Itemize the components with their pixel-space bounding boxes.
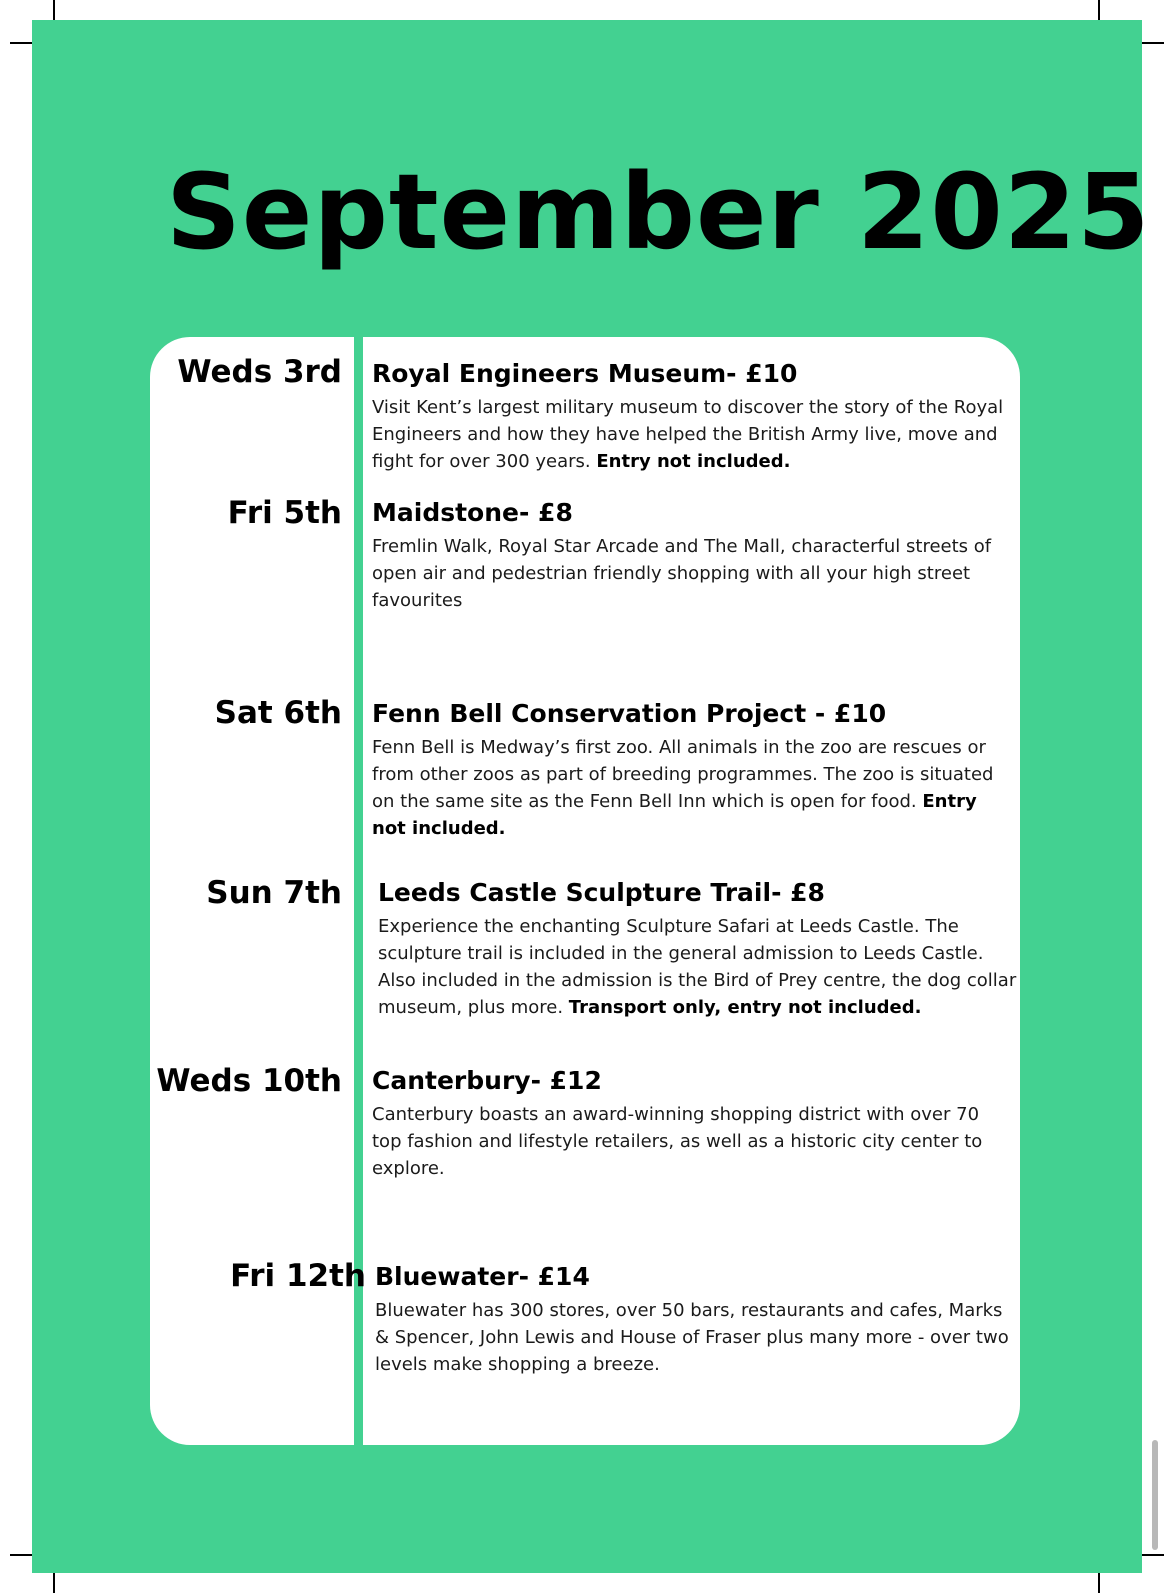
- event-day: Fri 5th: [227, 495, 342, 531]
- event-day: Sun 7th: [206, 875, 342, 911]
- event-description: [378, 913, 1018, 1021]
- crop-mark-left-top: [10, 42, 32, 44]
- event-description: [372, 734, 1012, 842]
- event-note: Entry not included.: [596, 451, 791, 472]
- event-title: Canterbury- £12: [372, 1066, 602, 1095]
- event-item: [372, 698, 1012, 842]
- event-note: Transport only, entry not included.: [568, 997, 922, 1018]
- crop-mark-left-bottom: [10, 1554, 32, 1556]
- poster: [32, 20, 1151, 1573]
- event-item: [378, 877, 1018, 1021]
- event-item: [372, 358, 1012, 475]
- crop-mark-right-bottom: [1142, 1554, 1164, 1556]
- page-title: September 2025: [166, 151, 1151, 273]
- crop-mark-top-left: [53, 0, 55, 20]
- event-title: Bluewater- £14: [375, 1262, 590, 1291]
- event-item: [375, 1261, 1015, 1378]
- event-day: Weds 3rd: [177, 354, 342, 390]
- event-day: Weds 10th: [156, 1063, 342, 1099]
- event-day: Sat 6th: [214, 695, 342, 731]
- event-description: [372, 533, 1012, 614]
- scrollbar[interactable]: [1152, 1440, 1158, 1550]
- event-description-text: Bluewater has 300 stores, over 50 bars, restaurants and cafes, Marks & Spencer, John Lewis and House of Fraser plus many more - over two levels make shopping a breeze.: [375, 1300, 1009, 1375]
- event-description-text: Experience the enchanting Sculpture Safari at Leeds Castle. The sculpture trail is included in the general admission to Leeds Castle. Also included in the admission is the Bird of Prey centre, the dog collar museum, plus more.: [378, 916, 1017, 1018]
- event-item: [372, 1065, 1012, 1182]
- event-item: [372, 497, 1012, 614]
- crop-mark-top-right: [1098, 0, 1100, 20]
- event-note: Entry not included.: [372, 791, 977, 839]
- event-title: Royal Engineers Museum- £10: [372, 359, 798, 388]
- crop-mark-bottom-right: [1098, 1573, 1100, 1593]
- event-description: [375, 1297, 1015, 1378]
- event-description-text: Fremlin Walk, Royal Star Arcade and The Mall, characterful streets of open air and pedestrian friendly shopping with all your high street favourites: [372, 536, 992, 611]
- event-day: Fri 12th: [230, 1258, 366, 1294]
- event-description: [372, 394, 1012, 475]
- crop-mark-bottom-left: [53, 1573, 55, 1593]
- event-title: Maidstone- £8: [372, 498, 573, 527]
- event-description-text: Visit Kent’s largest military museum to discover the story of the Royal Engineers and how they have helped the British Army live, move and fight for over 300 years.: [372, 397, 1004, 472]
- event-title: Leeds Castle Sculpture Trail- £8: [378, 878, 825, 907]
- event-title: Fenn Bell Conservation Project - £10: [372, 699, 887, 728]
- event-description: [372, 1101, 1012, 1182]
- event-description-text: Fenn Bell is Medway’s first zoo. All animals in the zoo are rescues or from other zoos as part of breeding programmes. The zoo is situated on the same site as the Fenn Bell Inn which is open for food.: [372, 737, 994, 812]
- event-description-text: Canterbury boasts an award-winning shopping district with over 70 top fashion and lifestyle retailers, as well as a historic city center to explore.: [372, 1104, 983, 1179]
- crop-mark-right-top: [1142, 42, 1164, 44]
